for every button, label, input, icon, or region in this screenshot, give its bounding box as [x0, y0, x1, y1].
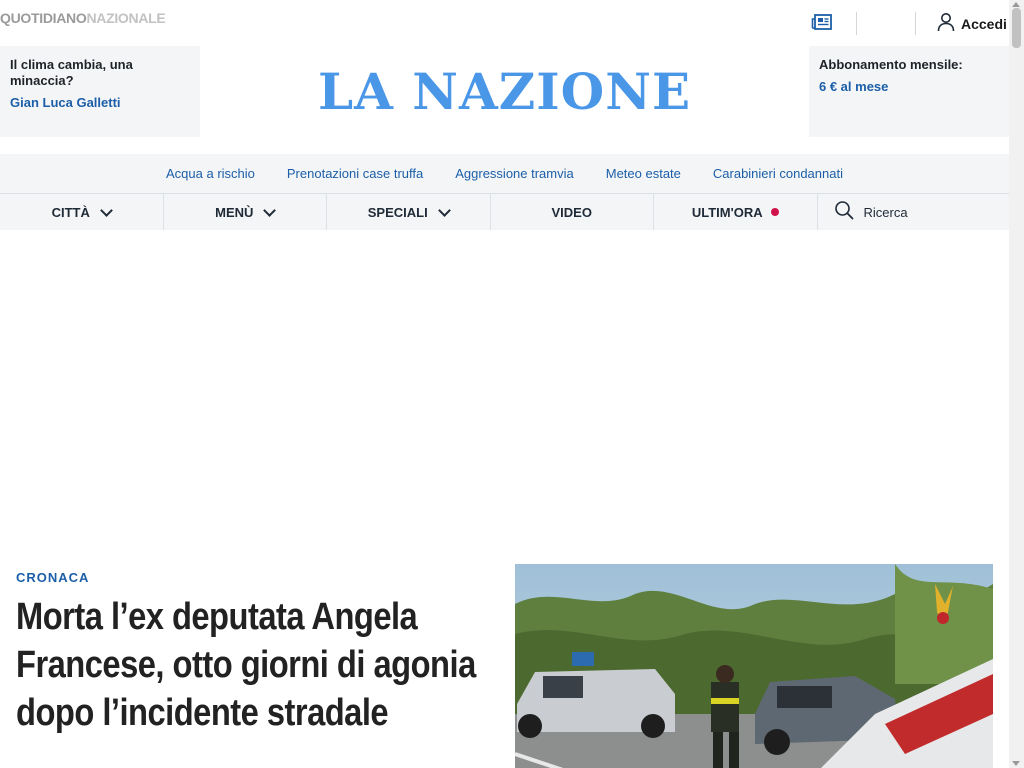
vertical-scrollbar[interactable] [1009, 0, 1024, 768]
search-input[interactable] [818, 194, 1010, 230]
nav-city-label: CITTÀ [51, 204, 90, 220]
chevron-down-icon [438, 204, 451, 217]
nav-city-dropdown[interactable] [0, 194, 164, 230]
opinion-promo[interactable] [0, 46, 200, 137]
nav-video-link[interactable] [491, 194, 655, 230]
trending-topics-bar [0, 154, 1009, 194]
trending-link[interactable]: Carabinieri condannati [712, 166, 843, 181]
article-category[interactable]: CRONACA [16, 570, 90, 585]
user-icon [937, 12, 955, 36]
divider [856, 12, 857, 35]
chevron-down-icon [100, 204, 113, 217]
scroll-up-icon[interactable] [1012, 2, 1020, 7]
subscription-title: Abbonamento mensile: [819, 57, 963, 72]
brand-logo[interactable] [200, 46, 809, 137]
trending-link[interactable]: Prenotazioni case truffa [286, 166, 424, 181]
newspaper-icon[interactable] [811, 13, 833, 33]
live-dot-icon [771, 208, 779, 216]
lead-article[interactable] [16, 570, 486, 737]
nav-specials-label: SPECIALI [367, 204, 428, 220]
subscription-promo[interactable] [809, 46, 1009, 137]
nav-specials-dropdown[interactable] [327, 194, 491, 230]
divider [915, 12, 916, 35]
nav-menu-label: MENÙ [215, 204, 254, 220]
nav-video-label: VIDEO [551, 204, 592, 220]
login-button[interactable] [937, 13, 1007, 35]
network-logo-part2: NAZIONALE [86, 10, 166, 26]
nav-latest-link[interactable] [654, 194, 818, 230]
trending-link[interactable]: Acqua a rischio [166, 166, 255, 181]
article-headline[interactable]: Morta l’ex deputata Angela Francese, otto giorni di agonia dopo l’incidente stradale [16, 596, 476, 734]
scrollbar-thumb[interactable] [1012, 8, 1021, 48]
opinion-question: Il clima cambia, una minaccia? [10, 57, 133, 88]
search-placeholder: Ricerca [863, 204, 908, 220]
nav-latest-label: ULTIM'ORA [691, 204, 763, 220]
network-logo[interactable] [0, 10, 165, 26]
login-label: Accedi [961, 16, 1007, 32]
search-icon [834, 200, 854, 224]
ad-space [0, 230, 1009, 564]
network-logo-part1: QUOTIDIANO [0, 10, 87, 26]
trending-link[interactable]: Aggressione tramvia [455, 166, 574, 181]
brand-title: LA NAZIONE [317, 62, 692, 121]
top-bar [0, 0, 1009, 46]
nav-menu-dropdown[interactable] [164, 194, 328, 230]
subscription-price[interactable]: 6 € al mese [819, 79, 889, 94]
opinion-author[interactable]: Gian Luca Galletti [10, 95, 121, 110]
main-navigation [0, 194, 1009, 230]
chevron-down-icon [264, 204, 277, 217]
article-photo[interactable] [515, 564, 993, 768]
trending-link[interactable]: Meteo estate [605, 166, 681, 181]
scroll-down-icon[interactable] [1012, 761, 1020, 766]
